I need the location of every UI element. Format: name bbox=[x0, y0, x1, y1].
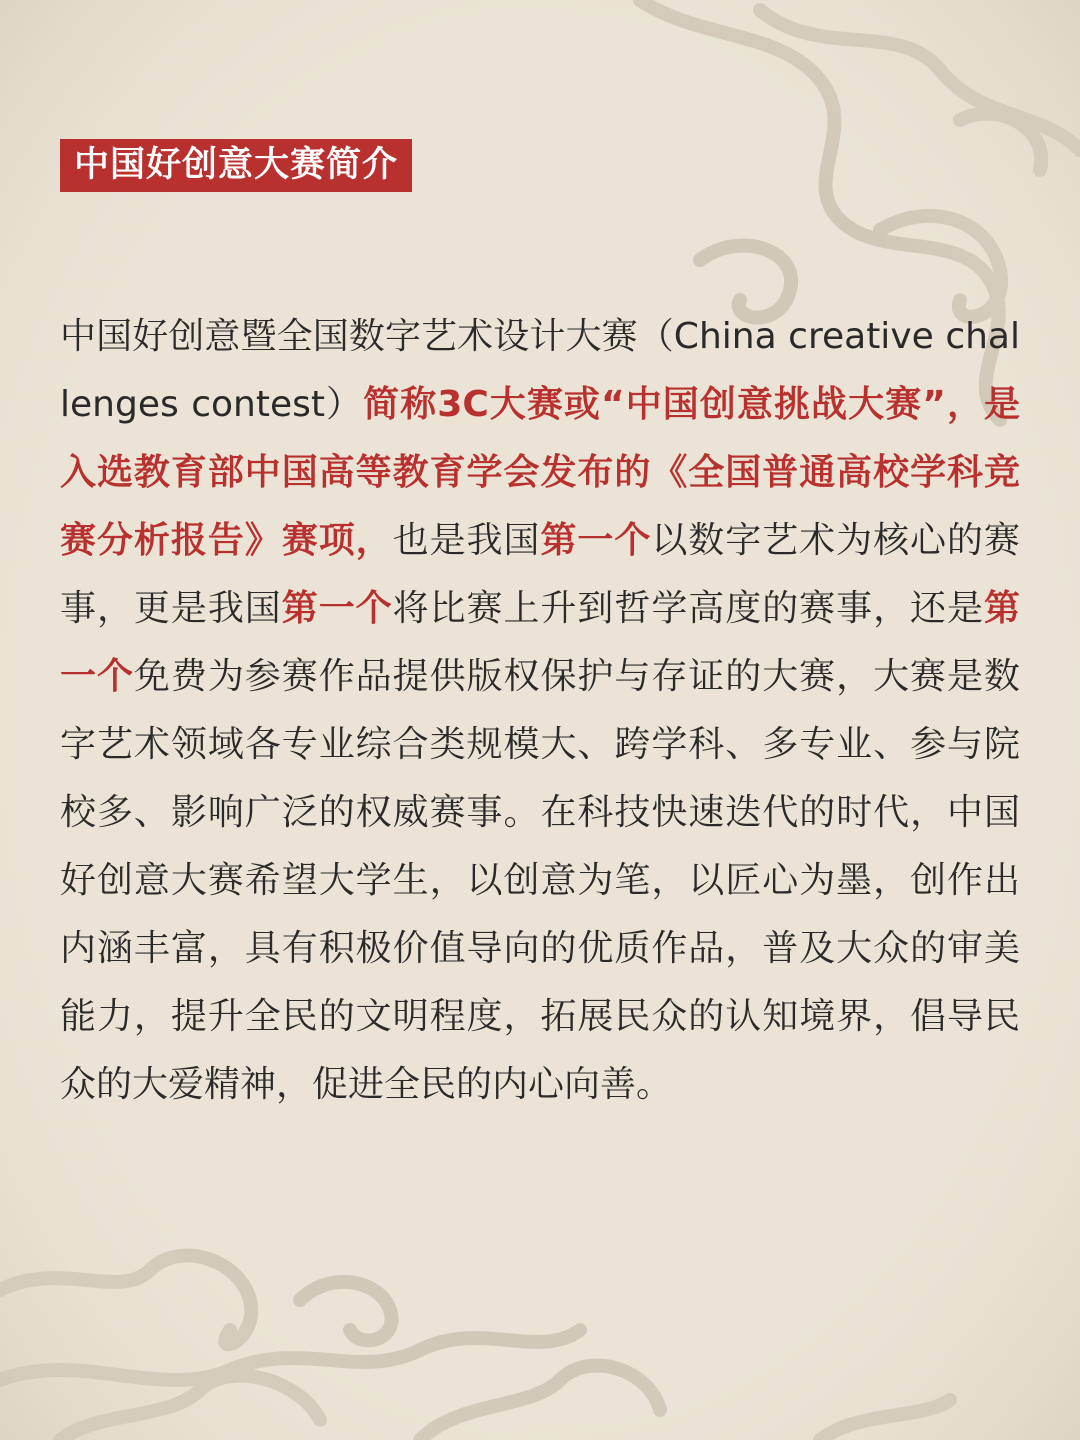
paragraph-segment: 免费为参赛作品提供版权保护与存证的大赛，大赛是数字艺术领域各专业综合类规模大、跨学科、多专业、参与院校多、影响广泛的权威赛事。在科技快速迭代的时代，中国好创意大赛希望大学生，以创意为笔，以匠心为墨，创作出内涵丰富，具有积极价值导向的优质作品，普及大众的审美能力，提升全民的文明程度，拓展民众的认知境界，倡导民众的大爱精神，促进全民的内心向善。 bbox=[60, 656, 1020, 1105]
highlight-segment: 第一个 bbox=[281, 588, 393, 629]
section-title: 中国好创意大赛简介 bbox=[60, 139, 412, 192]
highlight-segment: 第一个 bbox=[60, 588, 1020, 697]
paragraph-segment: 将比赛上升到哲学高度的赛事，还是 bbox=[392, 588, 984, 629]
paragraph-segment: 中国好创意暨全国数字艺术设计大赛（China creative challenges contest） bbox=[60, 316, 1020, 425]
intro-paragraph bbox=[60, 303, 1020, 1119]
highlight-segment: 第一个 bbox=[540, 520, 652, 561]
highlight-segment: 简称3C大赛或“中国创意挑战大赛”，是入选教育部中国高等教育学会发布的《全国普通高校学科竞赛分析报告》赛项， bbox=[60, 384, 1021, 561]
paragraph-segment: 也是我国 bbox=[392, 520, 541, 561]
paragraph-segment: 以数字艺术为核心的赛事，更是我国 bbox=[60, 520, 1020, 629]
